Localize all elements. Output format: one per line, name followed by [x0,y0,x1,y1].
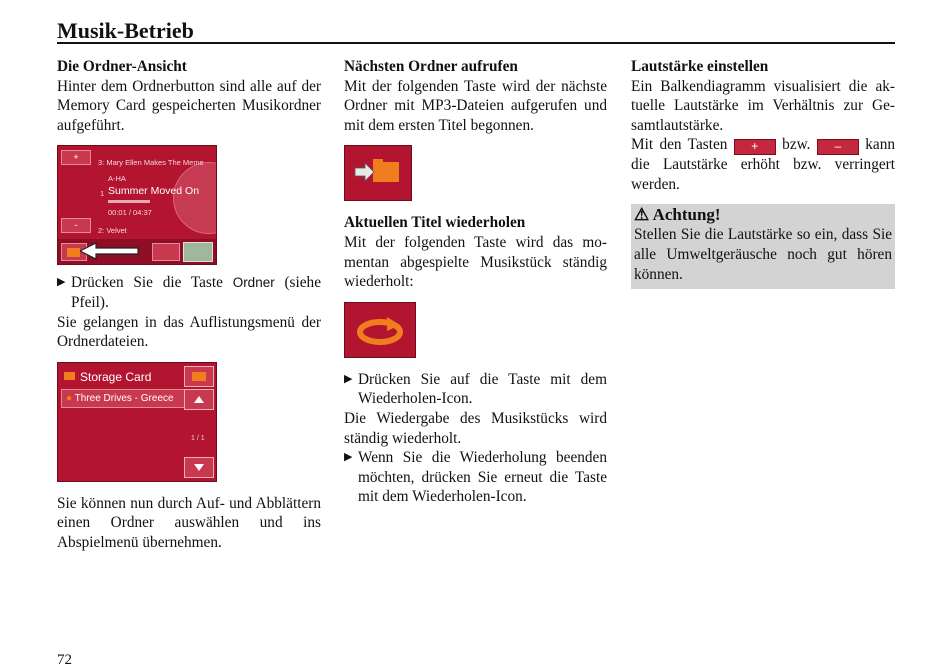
track-line: 3: Mary Ellen Makes The Meme [98,158,204,168]
next-folder-button [152,243,180,261]
paragraph: Ein Balkendiagramm visualisiert die aktuelle Lautstärke im Verhältnis zur Gesamtlautstärke. [631,77,895,134]
arrow-up-icon [185,390,213,409]
column-next-folder [344,57,607,507]
volume-minus-button: - [61,218,91,233]
warning-box [631,204,895,289]
instruction-bullet: ▶ Wenn Sie die Wiederholung beenden möchten, drücken Sie erneut die Taste mit dem Wiederholen-Icon. [344,449,607,506]
section-heading: Lautstärke einstellen [631,58,769,75]
paragraph: Sie können nun durch Auf- und Abblättern einen Ordner auswählen und ins Abspielmenü übernehmen. [57,494,321,551]
warning-title: ⚠ Achtung! [634,204,721,224]
storage-header: Storage Card [80,369,152,384]
open-folder-button [184,366,214,387]
bullet-triangle-icon: ▶ [344,451,353,464]
section-heading: Nächsten Ordner aufrufen [344,58,518,75]
time-label: 00:01 / 04:37 [108,208,152,218]
next-folder-icon [345,146,411,200]
artist-label: A-HA [108,174,126,184]
paragraph: Mit der folgenden Taste wird das momentan abgespielte Musikstück ständig wiederholt: [344,233,607,291]
folder-icon [64,371,76,381]
instruction-bullet: ▶ Drücken Sie auf die Taste mit dem Wiederholen-Icon. [344,370,607,408]
section-heading: Aktuellen Titel wiederholen [344,214,526,232]
paragraph: Mit der folgenden Taste wird der nächste Ordner mit MP3-Dateien aufgerufen und mit dem ersten Titel begonnen. [344,77,607,134]
column-volume [631,57,895,289]
track-line: 2: Velvet [98,226,127,236]
folder-list-screenshot [57,362,217,482]
warning-icon: ⚠ [634,204,650,224]
column-folder-view [57,57,321,553]
track-number: 1 [100,189,105,199]
scroll-down-button [184,457,214,478]
paragraph: Hinter dem Ordnerbutton sind alle auf der Memory Card gespeicherten Musikordner aufgeführt. [57,77,321,134]
page-title: Musik-Betrieb [57,18,194,43]
section-heading: Die Ordner-Ansicht [57,58,187,75]
scroll-up-button [184,389,214,410]
bullet-triangle-icon: ▶ [57,276,66,289]
folder-open-icon [185,367,213,386]
volume-plus-button: + [61,150,91,165]
bullet-triangle-icon: ▶ [344,372,353,385]
paragraph: Die Wiedergabe des Musikstücks wird ständig wiederholt. [344,409,607,447]
volume-plus-key: + [734,139,776,155]
map-button [183,242,213,262]
paragraph: Sie gelangen in das Auflistungsmenü der Ordnerdateien. [57,313,321,351]
page-indicator: 1 / 1 [191,434,205,442]
paragraph: Mit den Tasten + bzw. – kann die Lautstärke erhöht bzw. verringert werden. [631,136,895,193]
title-rule [57,42,895,44]
repeat-button-image [344,302,416,358]
cd-icon: ● [66,392,73,404]
arrow-down-icon [185,458,213,477]
repeat-icon [345,303,415,357]
player-screenshot [57,145,217,265]
warning-text: Stellen Sie die Lautstärke so ein, dass Sie alle Umweltgeräusche noch gut hören können. [634,225,892,283]
next-folder-button-image [344,145,412,201]
track-title: Summer Moved On [108,185,200,198]
folder-row: ● Three Drives - Greece [61,389,185,408]
key-name: Ordner [232,275,275,291]
volume-minus-key: – [817,139,859,155]
instruction-bullet: ▶ Drücken Sie die Taste Ordner (siehe Pfeil). [57,274,321,311]
arrow-left-icon [80,242,140,260]
page-number: 72 [57,652,72,668]
